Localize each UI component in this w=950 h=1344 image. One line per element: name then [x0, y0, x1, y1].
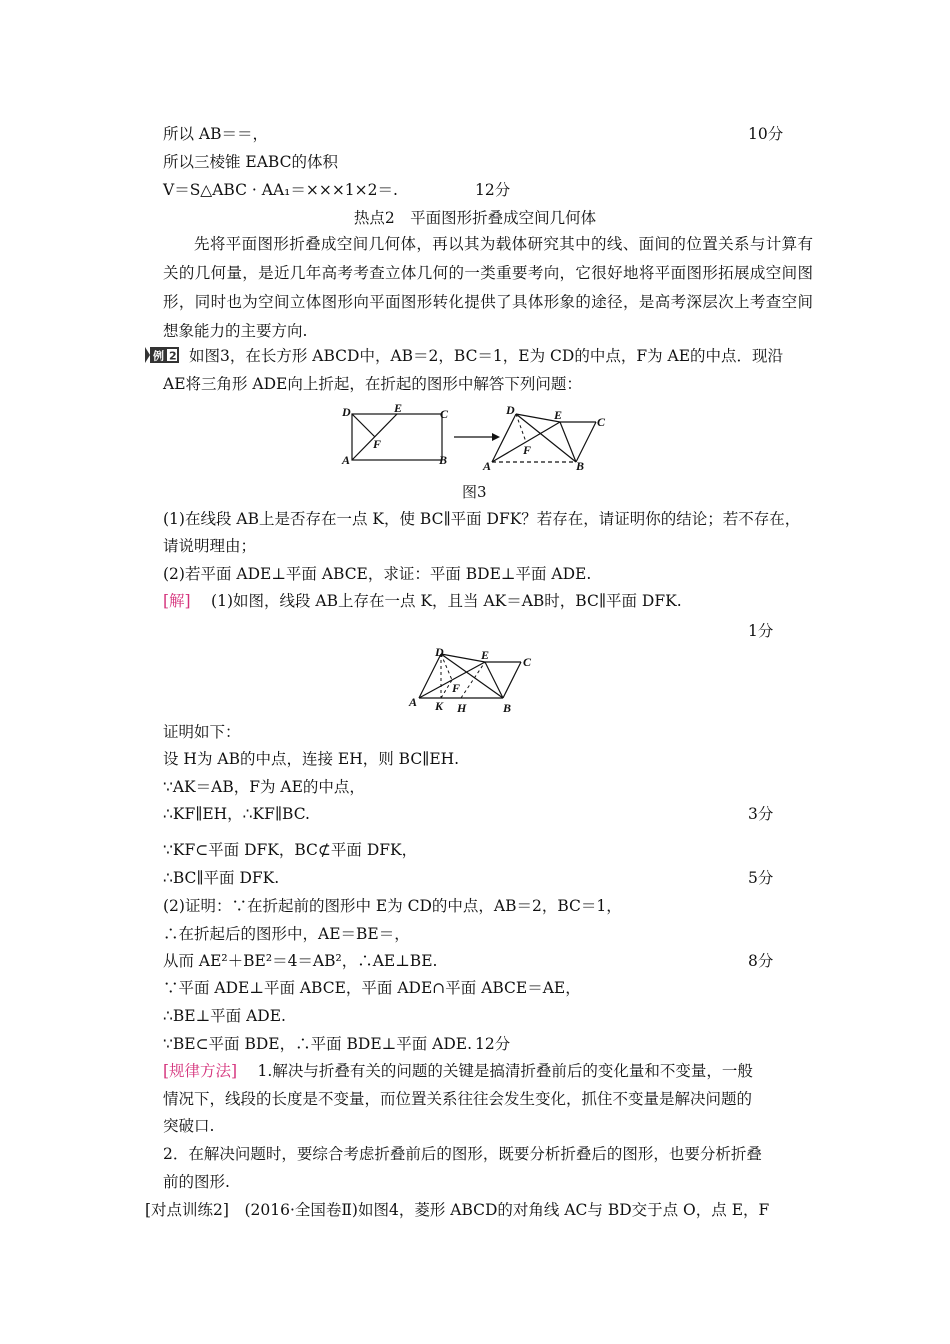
training-line: [对点训练2] (2016·全国卷Ⅱ)如图4，菱形 ABCD的对角线 AC与 BD交于点 O，点 E，F: [145, 1201, 770, 1219]
label-d3: D: [435, 646, 444, 659]
score-1: 1分: [748, 622, 774, 640]
svg-text:2: 2: [169, 349, 177, 363]
example-text-1: 如图3，在长方形 ABCD中，AB＝2，BC＝1，E为 CD的中点，F为 AE的中点．现沿: [189, 347, 784, 365]
proof-line-6: (2)证明：∵在折起前的图形中 E为 CD的中点，AB＝2，BC＝1，: [163, 897, 622, 915]
question-2: (2)若平面 ADE⊥平面 ABCE，求证：平面 BDE⊥平面 ADE.: [163, 565, 592, 583]
score-3: 3分: [748, 805, 774, 823]
example-line-2: AE将三角形 ADE向上折起，在折起的图形中解答下列问题：: [163, 375, 582, 393]
proof-line-8: 从而 AE²＋BE²＝4＝AB²，∴AE⊥BE.: [163, 952, 438, 970]
label-a3: A: [409, 695, 418, 709]
label-b3: B: [503, 701, 512, 715]
label-c3: C: [523, 655, 532, 669]
proof-head: 证明如下：: [163, 723, 241, 741]
question-1-line-2: 请说明理由；: [163, 537, 257, 555]
label-e: E: [394, 402, 403, 415]
proof-line-3: ∴KF∥EH，∴KF∥BC.: [163, 805, 310, 823]
label-a: A: [342, 453, 351, 467]
score-12b: 12分: [475, 1035, 511, 1053]
proof-line-5: ∴BC∥平面 DFK.: [163, 869, 280, 887]
svg-text:例: 例: [153, 349, 164, 363]
label-f: F: [373, 437, 382, 451]
label-d: D: [342, 405, 351, 419]
proof-line-2: ∵AK＝AB，F为 AE的中点，: [163, 778, 365, 796]
score-12: 12分: [475, 181, 511, 199]
proof-line-4: ∵KF⊂平面 DFK，BC⊄平面 DFK，: [163, 841, 418, 859]
example-line-1: [145, 345, 783, 367]
method-tag: [规律方法]: [163, 1062, 238, 1080]
label-k: K: [435, 699, 444, 713]
proof-line-11: ∵BE⊂平面 BDE，∴平面 BDE⊥平面 ADE.: [163, 1035, 473, 1053]
proof-line-7: ∴在折起后的图形中，AE＝BE＝，: [163, 925, 410, 943]
segment-df: [352, 414, 375, 437]
label-a2: A: [483, 459, 492, 473]
score-8: 8分: [748, 952, 774, 970]
method-line-2: 情况下，线段的长度是不变量，而位置关系往往会发生变化，抓住不变量是解决问题的: [163, 1090, 753, 1108]
method-line-4: 2．在解决问题时，要综合考虑折叠前后的图形，既要分析折叠后的图形，也要分析折叠: [163, 1145, 762, 1163]
method-line-1: [163, 1060, 753, 1082]
solution-line-1: [163, 590, 682, 612]
label-b2: B: [576, 459, 585, 473]
label-b: B: [439, 453, 448, 467]
question-1-line-1: (1)在线段 AB上是否存在一点 K，使 BC∥平面 DFK？若存在，请证明你的结论；若不存在，: [163, 510, 801, 528]
text-line-volume: 所以三棱锥 EABC的体积: [163, 153, 338, 171]
rectangle-abcd: [352, 414, 442, 460]
label-e2: E: [554, 408, 563, 422]
score-10: 10分: [748, 125, 784, 143]
solution-tag: [解]: [163, 592, 191, 610]
label-c2: C: [597, 415, 606, 429]
proof-line-1: 设 H为 AB的中点，连接 EH，则 BC∥EH.: [163, 750, 460, 768]
text-line-formula: V＝S△ABC · AA₁＝×××1×2＝.: [163, 181, 398, 199]
example-tag-icon: [145, 347, 179, 363]
figure-3: [340, 402, 620, 480]
label-d2: D: [506, 403, 515, 417]
arrow-head-icon: [492, 433, 500, 441]
label-h: H: [457, 701, 467, 715]
figure-3-caption: 图3: [462, 483, 487, 501]
label-f2: F: [523, 443, 532, 457]
method-line-3: 突破口.: [163, 1117, 215, 1135]
method-line-5: 前的图形.: [163, 1173, 230, 1191]
figure-solution: [405, 646, 545, 718]
label-f3: F: [452, 681, 461, 695]
text-line-ab: 所以 AB＝＝，: [163, 125, 269, 143]
score-5: 5分: [748, 869, 774, 887]
method-text-1: 1.解决与折叠有关的问题的关键是搞清折叠前后的变化量和不变量，一般: [257, 1062, 753, 1080]
proof-line-10: ∴BE⊥平面 ADE.: [163, 1007, 286, 1025]
proof-line-9: ∵平面 ADE⊥平面 ABCE，平面 ADE∩平面 ABCE＝AE，: [163, 979, 581, 997]
section-heading: 热点2 平面图形折叠成空间几何体: [353, 209, 597, 227]
label-e3: E: [481, 648, 490, 662]
solution-text-1: (1)如图，线段 AB上存在一点 K，且当 AK＝AB时，BC∥平面 DFK.: [211, 592, 682, 610]
label-c: C: [440, 407, 449, 421]
intro-paragraph: 先将平面图形折叠成空间几何体，再以其为载体研究其中的线、面间的位置关系与计算有关的几何量，是近几年高考考查立体几何的一类重要考向，它很好地将平面图形拓展成空间图形，同时也为空间立体图形向平面图形转化提供了具体形象的途径，是高考深层次上考查空间想象能力的主要方向.: [163, 235, 813, 340]
